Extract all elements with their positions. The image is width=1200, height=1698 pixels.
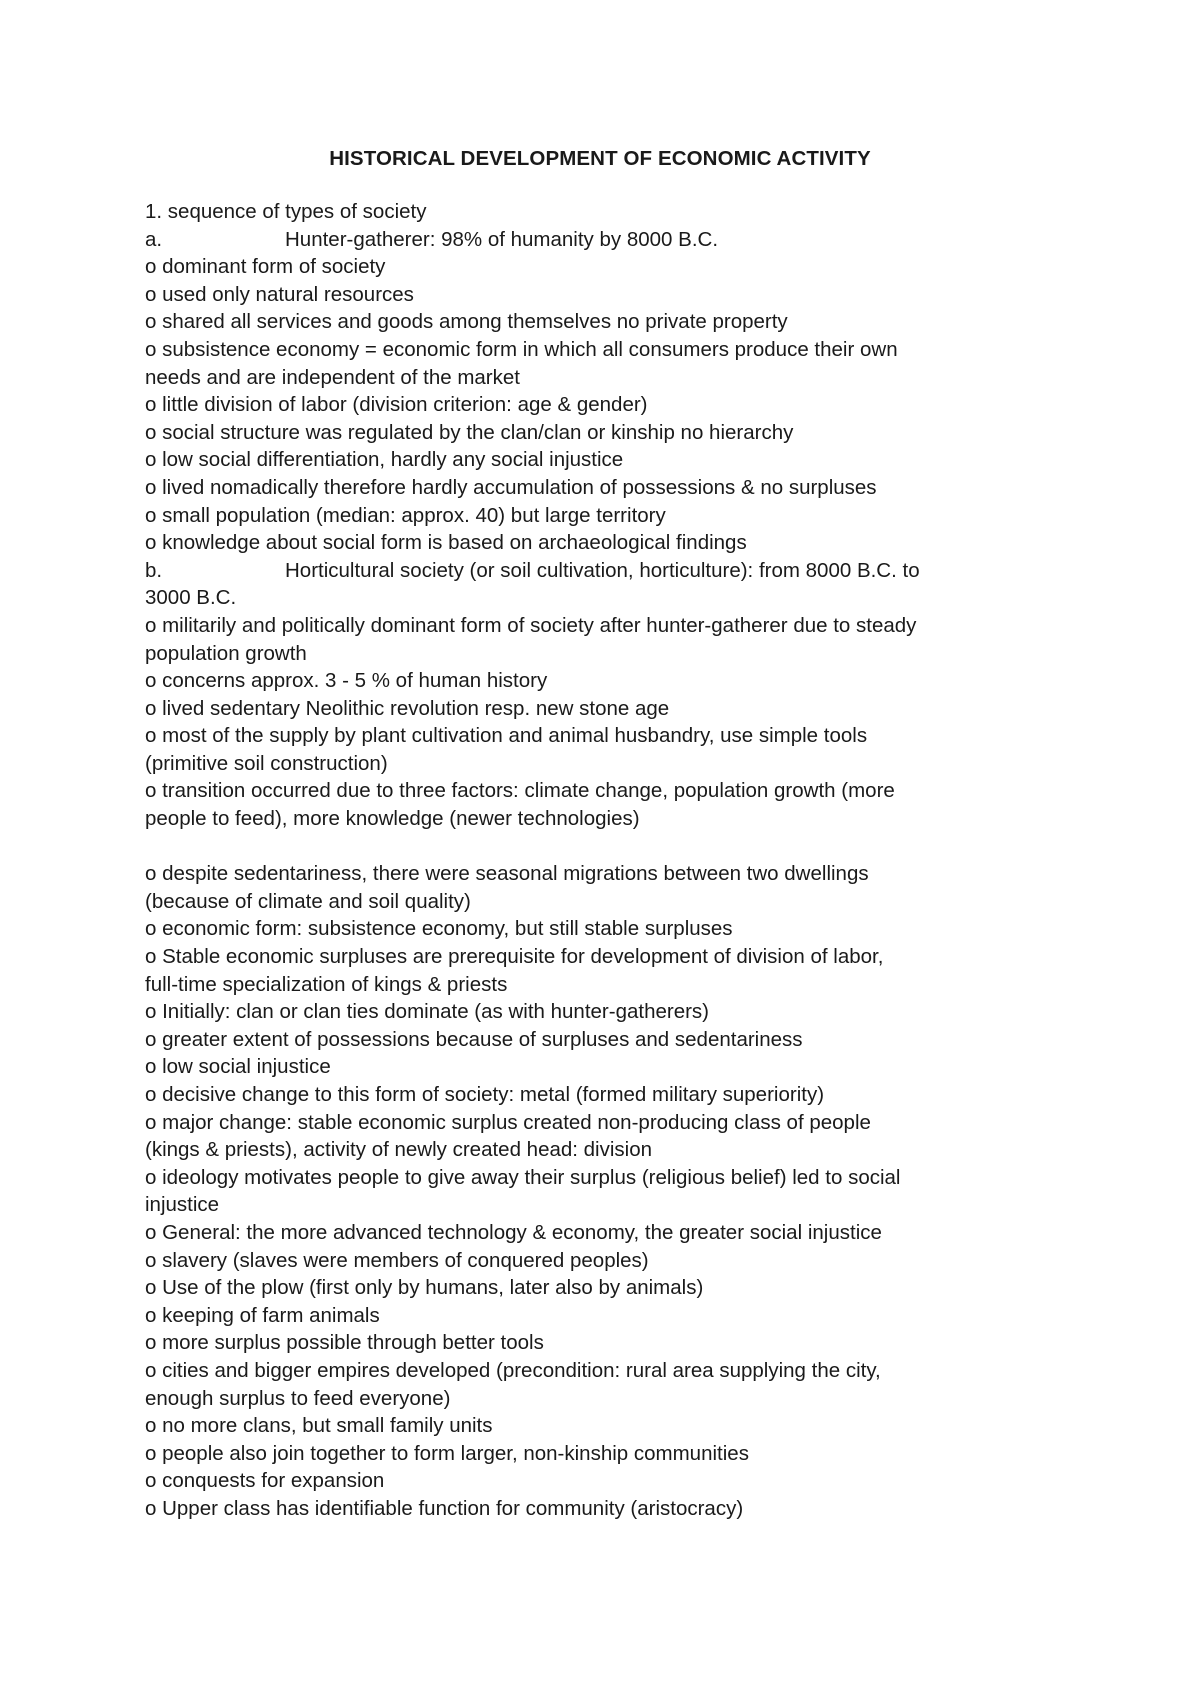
text-line: [145, 1053, 1075, 1081]
text-line: [145, 391, 1075, 419]
list-marker: b.: [145, 558, 163, 582]
line-text: Horticultural society (or soil cultivation, horticulture): from 8000 B.C. to: [285, 558, 920, 582]
document-body: [145, 198, 1075, 1523]
text-line: [145, 1164, 1075, 1192]
text-line: [145, 584, 1075, 612]
document-title: HISTORICAL DEVELOPMENT OF ECONOMIC ACTIVITY: [329, 147, 871, 170]
text-line: [145, 253, 1075, 281]
line-text: o subsistence economy = economic form in which all consumers produce their own: [145, 337, 898, 361]
text-line: [145, 998, 1075, 1026]
text-line: [145, 226, 1075, 254]
line-text: o little division of labor (division criterion: age & gender): [145, 393, 648, 417]
text-line: [145, 860, 1075, 888]
line-text: o decisive change to this form of society: metal (formed military superiority): [145, 1083, 825, 1106]
line-text: o small population (median: approx. 40) but large territory: [145, 503, 666, 527]
line-text: (primitive soil construction): [145, 751, 388, 775]
text-line: [145, 281, 1075, 309]
line-text: o economic form: subsistence economy, but still stable surpluses: [145, 917, 733, 941]
text-line: [145, 888, 1075, 916]
text-line: [145, 529, 1075, 557]
line-text: o Use of the plow (first only by humans, later also by animals): [145, 1276, 704, 1300]
line-text: o low social injustice: [145, 1055, 331, 1079]
text-line: [145, 722, 1075, 750]
text-line: [145, 1109, 1075, 1137]
line-text: injustice: [145, 1193, 220, 1217]
text-line: [145, 943, 1075, 971]
line-text: o conquests for expansion: [145, 1469, 385, 1493]
text-line: [145, 667, 1075, 695]
line-text: 1. sequence of types of society: [145, 200, 427, 223]
line-text: o lived nomadically therefore hardly accumulation of possessions & no surpluses: [145, 475, 877, 499]
text-line: [145, 1274, 1075, 1302]
text-line: [145, 833, 1075, 861]
line-text: (because of climate and soil quality): [145, 889, 471, 913]
line-text: o transition occurred due to three factors: climate change, population growth (more: [145, 779, 895, 803]
text-line: [145, 640, 1075, 668]
line-text: o low social differentiation, hardly any social injustice: [145, 448, 624, 472]
line-text: o slavery (slaves were members of conquered peoples): [145, 1248, 649, 1272]
text-line: [145, 971, 1075, 999]
text-line: [145, 1357, 1075, 1385]
text-line: [145, 1467, 1075, 1495]
text-line: [145, 1329, 1075, 1357]
text-line: [145, 1440, 1075, 1468]
text-line: [145, 750, 1075, 778]
line-text: needs and are independent of the market: [145, 365, 520, 389]
line-text: o greater extent of possessions because of surpluses and sedentariness: [145, 1027, 803, 1051]
list-marker: a.: [145, 227, 163, 251]
text-line: [145, 1385, 1075, 1413]
line-text: o people also join together to form larger, non-kinship communities: [145, 1441, 749, 1465]
line-text: o Stable economic surpluses are prerequisite for development of division of labor,: [145, 945, 884, 969]
line-text: (kings & priests), activity of newly created head: division: [145, 1138, 653, 1162]
line-text: people to feed), more knowledge (newer technologies): [145, 807, 640, 831]
text-line: [145, 419, 1075, 447]
line-text: o major change: stable economic surplus created non-producing class of people: [145, 1110, 871, 1134]
line-text: o keeping of farm animals: [145, 1303, 380, 1327]
line-text: o dominant form of society: [145, 255, 386, 279]
text-line: [145, 1412, 1075, 1440]
text-line: [145, 1247, 1075, 1275]
text-line: [145, 915, 1075, 943]
line-text: o no more clans, but small family units: [145, 1414, 493, 1438]
text-line: [145, 612, 1075, 640]
text-line: [145, 1191, 1075, 1219]
text-line: [145, 1136, 1075, 1164]
text-line: [145, 446, 1075, 474]
text-line: [145, 474, 1075, 502]
text-line: [145, 1219, 1075, 1247]
text-line: [145, 1026, 1075, 1054]
line-text: o militarily and politically dominant form of society after hunter-gatherer due to steady: [145, 613, 917, 637]
line-text: o used only natural resources: [145, 282, 414, 306]
line-text: o most of the supply by plant cultivation and animal husbandry, use simple tools: [145, 724, 868, 748]
line-text: Hunter-gatherer: 98% of humanity by 8000 B.C.: [285, 227, 719, 251]
line-text: o despite sedentariness, there were seasonal migrations between two dwellings: [145, 862, 869, 886]
line-text: o ideology motivates people to give away their surplus (religious belief) led to social: [145, 1165, 901, 1189]
line-text: o shared all services and goods among themselves no private property: [145, 310, 788, 334]
text-line: [145, 557, 1075, 585]
text-line: [145, 1495, 1075, 1523]
text-line: [145, 364, 1075, 392]
text-line: [145, 336, 1075, 364]
text-line: [145, 308, 1075, 336]
line-text: o more surplus possible through better tools: [145, 1331, 544, 1355]
line-text: o concerns approx. 3 - 5 % of human history: [145, 669, 548, 693]
line-text: o knowledge about social form is based on archaeological findings: [145, 531, 747, 555]
line-text: o Upper class has identifiable function for community (aristocracy): [145, 1496, 744, 1520]
text-line: [145, 695, 1075, 723]
line-text: o social structure was regulated by the clan/clan or kinship no hierarchy: [145, 420, 794, 444]
line-text: o General: the more advanced technology & economy, the greater social injustice: [145, 1220, 882, 1244]
line-text: o Initially: clan or clan ties dominate (as with hunter-gatherers): [145, 1000, 710, 1024]
line-text: enough surplus to feed everyone): [145, 1386, 451, 1410]
line-text: population growth: [145, 641, 307, 665]
text-line: [145, 1081, 1075, 1109]
line-text: full-time specialization of kings & priests: [145, 972, 508, 996]
line-text: o lived sedentary Neolithic revolution resp. new stone age: [145, 696, 670, 720]
text-line: [145, 777, 1075, 805]
line-text: o cities and bigger empires developed (precondition: rural area supplying the city,: [145, 1358, 881, 1382]
line-text: 3000 B.C.: [145, 586, 237, 610]
text-line: [145, 1302, 1075, 1330]
text-line: [145, 502, 1075, 530]
text-line: [145, 198, 1075, 226]
text-line: [145, 805, 1075, 833]
